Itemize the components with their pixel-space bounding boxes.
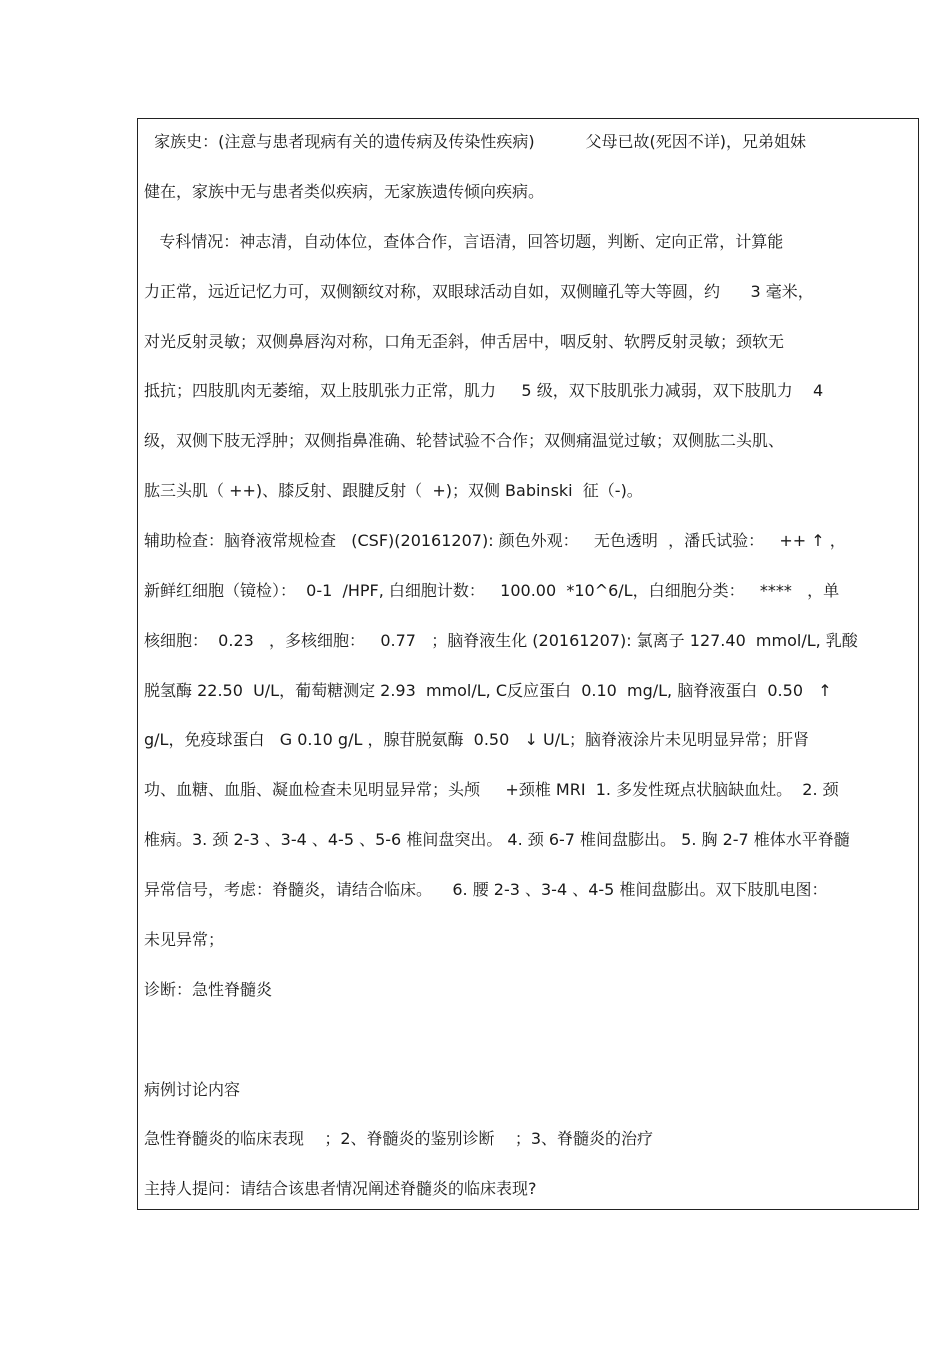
specialty-exam-line-4: 抵抗；四肢肌肉无萎缩，双上肢肌张力正常，肌力 5 级，双下肢肌张力减弱，双下肢肌力 4 xyxy=(144,381,824,400)
aux-exam-line-8: 异常信号，考虑：脊髓炎，请结合临床。 6. 腰 2-3 、3-4 、4-5 椎间盘膨出。双下肢肌电图： xyxy=(144,880,828,899)
specialty-exam-line-2: 力正常，远近记忆力可，双侧额纹对称，双眼球活动自如，双侧瞳孔等大等圆，约 3 毫米， xyxy=(144,282,814,301)
specialty-exam-line-3: 对光反射灵敏；双侧鼻唇沟对称，口角无歪斜，伸舌居中，咽反射、软腭反射灵敏；颈软无 xyxy=(144,332,785,351)
aux-exam-line-5: g/L，免疫球蛋白 G 0.10 g/L ，腺苷脱氨酶 0.50 ↓ U/L；脑脊液涂片未见明显异常；肝肾 xyxy=(144,730,810,749)
diagnosis-line: 诊断：急性脊髓炎 xyxy=(144,980,273,999)
aux-exam-line-2: 新鲜红细胞（镜检）： 0-1 /HPF, 白细胞计数： 100.00 *10^6/L，白细胞分类： **** ，单 xyxy=(144,581,840,600)
family-history-line-2: 健在，家族中无与患者类似疾病，无家族遗传倾向疾病。 xyxy=(144,182,545,201)
aux-exam-line-9: 未见异常； xyxy=(144,930,225,949)
case-discussion-heading: 病例讨论内容 xyxy=(144,1080,241,1099)
specialty-exam-line-5: 级，双侧下肢无浮肿；双侧指鼻准确、轮替试验不合作；双侧痛温觉过敏；双侧肱二头肌、 xyxy=(144,431,785,450)
aux-exam-line-6: 功、血糖、血脂、凝血检查未见明显异常；头颅 +颈椎 MRI 1. 多发性斑点状脑缺血灶。 2. 颈 xyxy=(144,780,839,799)
family-history-line-1: 家族史：(注意与患者现病有关的遗传病及传染性疾病) 父母已故(死因不详)，兄弟姐妹 xyxy=(144,132,807,151)
specialty-exam-line-1: 专科情况：神志清，自动体位，查体合作，言语清，回答切题，判断、定向正常，计算能 xyxy=(144,232,784,251)
host-question-line: 主持人提问：请结合该患者情况阐述脊髓炎的临床表现? xyxy=(144,1179,537,1198)
aux-exam-line-4: 脱氢酶 22.50 U/L，葡萄糖测定 2.93 mmol/L, C反应蛋白 0.10 mg/L, 脑脊液蛋白 0.50 ↑ xyxy=(144,681,832,700)
specialty-exam-line-6: 肱三头肌（ ++)、膝反射、跟腱反射（ +)；双侧 Babinski 征（-)。 xyxy=(144,481,643,500)
aux-exam-line-1: 辅助检查：脑脊液常规检查 (CSF)(20161207): 颜色外观： 无色透明 ，潘氏试验： ++ ↑ ， xyxy=(144,531,846,550)
aux-exam-line-3: 核细胞： 0.23 ，多核细胞： 0.77 ；脑脊液生化 (20161207): 氯离子 127.40 mmol/L, 乳酸 xyxy=(144,631,858,650)
aux-exam-line-7: 椎病。3. 颈 2-3 、3-4 、4-5 、5-6 椎间盘突出。 4. 颈 6-7 椎间盘膨出。 5. 胸 2-7 椎体水平脊髓 xyxy=(144,830,850,849)
discussion-topics-line: 急性脊髓炎的临床表现 ；2、脊髓炎的鉴别诊断 ；3、脊髓炎的治疗 xyxy=(144,1129,654,1148)
